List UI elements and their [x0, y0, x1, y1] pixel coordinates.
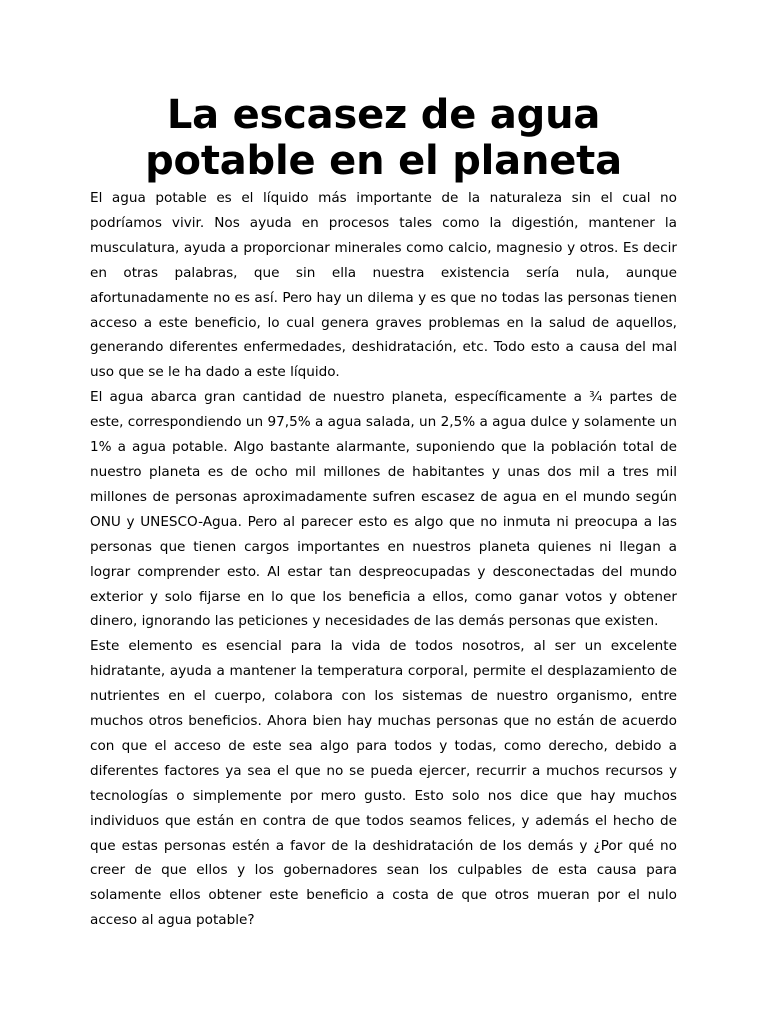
paragraph-2: El agua abarca gran cantidad de nuestro planeta, específicamente a ¾ partes de este, correspondiendo un 97,5% a agua salada, un 2,5% a agua dulce y solamente un 1% a agua potable. Algo bastante alarmante, suponiendo que la población total de nuestro planeta es de ocho mil millones de habitantes y unas dos mil a tres mil millones de personas aproximadamente sufren escasez de agua en el mundo según ONU y UNESCO-Agua. Pero al parecer esto es algo que no inmuta ni preocupa a las personas que tienen cargos importantes en nuestros planeta quienes ni llegan a lograr comprender esto. Al estar tan despreocupadas y desconectadas del mundo exterior y solo fijarse en lo que los beneficia a ellos, como ganar votos y obtener dinero, ignorando las peticiones y necesidades de las demás personas que existen.	[90, 389, 677, 630]
document-title: La escasez de agua potable en el planeta	[145, 92, 622, 184]
document-page	[90, 92, 677, 933]
paragraph-1: El agua potable es el líquido más importante de la naturaleza sin el cual no podríamos vivir. Nos ayuda en procesos tales como la digestión, mantener la musculatura, ayuda a proporcionar minerales como calcio, magnesio y otros. Es decir en otras palabras, que sin ella nuestra existencia sería nula, aunque afortunadamente no es así. Pero hay un dilema y es que no todas las personas tienen acceso a este beneficio, lo cual genera graves problemas en la salud de aquellos, generando diferentes enfermedades, deshidratación, etc. Todo esto a causa del mal uso que se le ha dado a este líquido.	[90, 190, 677, 381]
paragraph-3: Este elemento es esencial para la vida de todos nosotros, al ser un excelente hidratante, ayuda a mantener la temperatura corporal, permite el desplazamiento de nutrientes en el cuerpo, colabora con los sistemas de nuestro organismo, entre muchos otros beneficios. Ahora bien hay muchas personas que no están de acuerdo con que el acceso de este sea algo para todos y todas, como derecho, debido a diferentes factores ya sea el que no se pueda ejercer, recurrir a muchos recursos y tecnologías o simplemente por mero gusto. Esto solo nos dice que hay muchos individuos que están en contra de que todos seamos felices, y además el hecho de que estas personas estén a favor de la deshidratación de los demás y ¿Por qué no creer de que ellos y los gobernadores sean los culpables de esta causa para solamente ellos obtener este beneficio a costa de que otros mueran por el nulo acceso al agua potable?	[90, 638, 677, 929]
